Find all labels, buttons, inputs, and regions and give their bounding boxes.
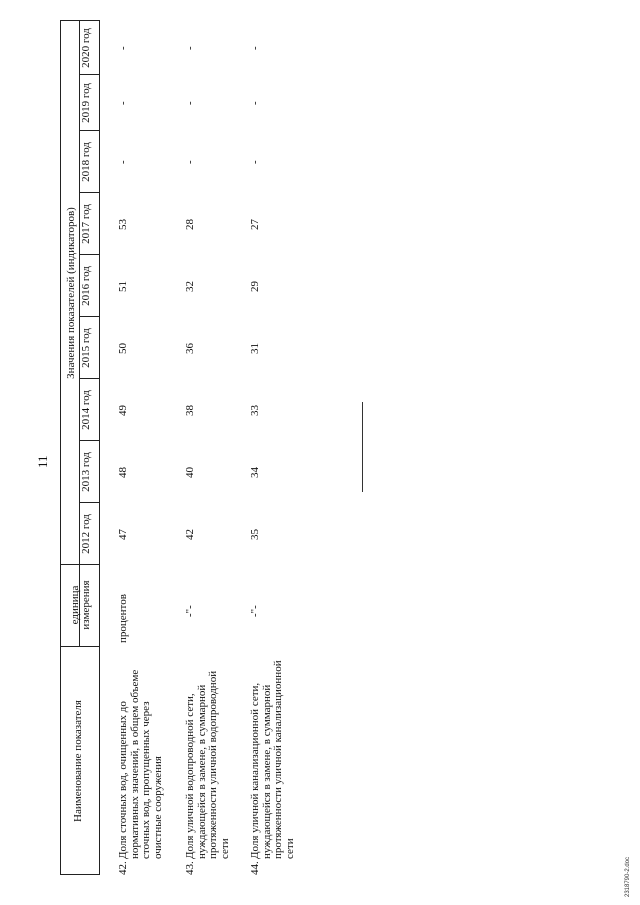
row-value: 28	[184, 219, 196, 230]
year-header: 2015 год	[80, 328, 92, 368]
row-value: 32	[184, 281, 196, 292]
row-value: -	[249, 46, 261, 50]
row-value: 47	[117, 529, 129, 540]
year-header: 2016 год	[80, 266, 92, 306]
row-value: -	[184, 101, 196, 105]
row-value: 36	[184, 343, 196, 354]
row-name: Доля уличной водопроводной сети, нуждающейся в замене, в суммарной протяженности уличной водопроводной сети	[184, 670, 232, 859]
row-value: -	[249, 160, 261, 164]
row-value: 38	[184, 405, 196, 416]
table-top-border	[60, 21, 61, 875]
row-number: 44.	[249, 861, 261, 875]
row-value: -	[117, 101, 129, 105]
row-name: Доля уличной канализационной сети, нуждающейся в замене, в суммарной протяженности уличной канализационной сети	[249, 660, 297, 859]
row-value: -	[184, 160, 196, 164]
row-unit: -"-	[184, 605, 196, 617]
row-number: 43.	[184, 861, 196, 875]
group-header: Значения показателей (индикаторов)	[65, 207, 77, 379]
footer-filename: 2318790-2.doc	[625, 856, 631, 897]
row-unit: процентов	[117, 594, 129, 643]
row-number: 42.	[117, 861, 129, 875]
row-unit: -"-	[249, 605, 261, 617]
row-value: -	[249, 101, 261, 105]
row-value: 34	[249, 467, 261, 478]
end-rule	[362, 402, 363, 492]
row-value: 35	[249, 529, 261, 540]
row-value: 49	[117, 405, 129, 416]
row-value: 42	[184, 529, 196, 540]
year-header: 2018 год	[80, 142, 92, 182]
year-header: 2013 год	[80, 452, 92, 492]
year-header: 2017 год	[80, 204, 92, 244]
col-name-header: Наименование показателя	[72, 700, 84, 822]
year-header: 2020 год	[80, 28, 92, 68]
year-header: 2019 год	[80, 83, 92, 123]
row-value: 27	[249, 219, 261, 230]
header-bottom-border	[99, 21, 100, 875]
page-number: 11	[35, 455, 50, 468]
row-value: 53	[117, 219, 129, 230]
row-value: 33	[249, 405, 261, 416]
col-unit-header: единица измерения	[69, 580, 92, 630]
row-value: 51	[117, 281, 129, 292]
year-header: 2012 год	[80, 514, 92, 554]
year-header: 2014 год	[80, 390, 92, 430]
row-value: -	[117, 46, 129, 50]
row-value: 40	[184, 467, 196, 478]
row-value: 31	[249, 343, 261, 354]
row-value: 50	[117, 343, 129, 354]
row-value: 48	[117, 467, 129, 478]
row-name: Доля сточных вод, очищенных до нормативных значений, в общем объеме сточных вод, пропущенных через очистные сооружения	[117, 669, 165, 859]
row-value: -	[117, 160, 129, 164]
row-value: -	[184, 46, 196, 50]
row-value: 29	[249, 281, 261, 292]
